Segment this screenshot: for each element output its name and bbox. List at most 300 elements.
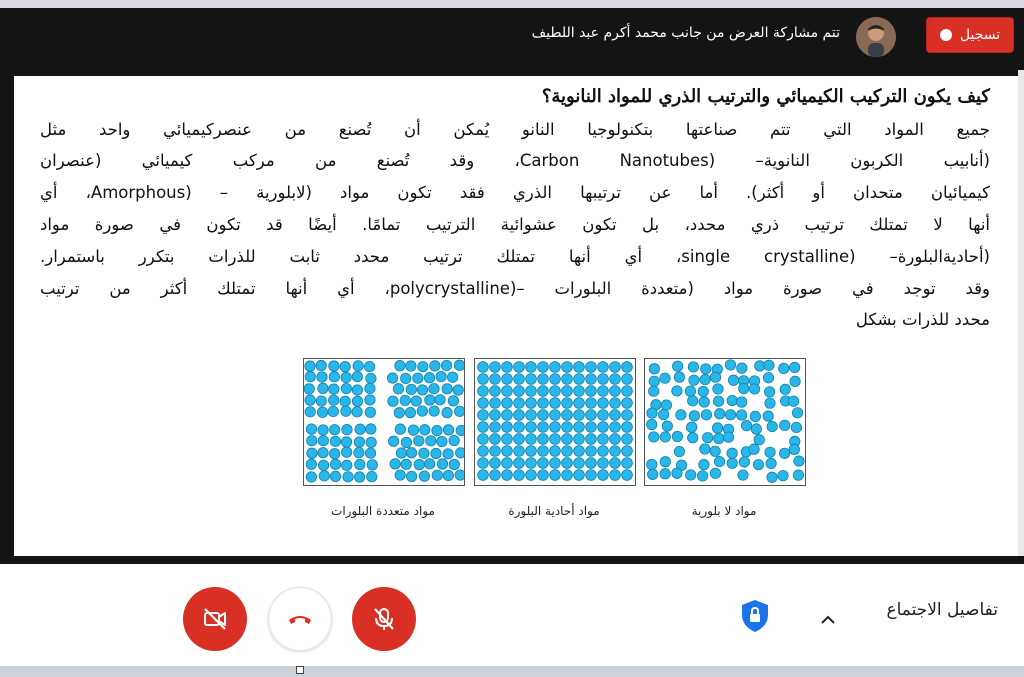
atom xyxy=(610,458,621,469)
microphone-toggle-button[interactable] xyxy=(352,587,416,651)
hang-up-icon xyxy=(286,605,314,633)
atom xyxy=(688,433,698,443)
slide-left-border xyxy=(0,76,14,562)
atom xyxy=(365,407,375,417)
atom xyxy=(387,373,397,383)
atom xyxy=(340,396,350,406)
slide-text-line: كيميائيان متحدان أو أكثر). أما عن ترتيبها الذري فقد تكون مواد (لابلورية – (Amorphous، أي xyxy=(40,183,990,202)
atom xyxy=(405,407,415,417)
atom xyxy=(741,420,751,430)
atom xyxy=(764,360,774,370)
atom xyxy=(318,460,328,470)
atom xyxy=(437,459,447,469)
atom xyxy=(749,384,759,394)
slide-text-line: (أنابيب الكربون النانوية– (Carbon Nanotubes، وقد تُصنع من مركب كيميائي (عنصران xyxy=(40,151,990,170)
atom xyxy=(550,434,561,445)
atom xyxy=(307,448,317,458)
atom xyxy=(610,446,621,457)
atom xyxy=(725,410,735,420)
atom xyxy=(514,374,525,385)
atom xyxy=(341,372,351,382)
atom xyxy=(490,470,501,481)
atom xyxy=(406,384,416,394)
atom xyxy=(429,384,439,394)
atom xyxy=(700,444,710,454)
atom xyxy=(574,422,585,433)
atom xyxy=(751,424,761,434)
atom xyxy=(550,446,561,457)
atom xyxy=(598,410,609,421)
atom xyxy=(647,459,657,469)
atom xyxy=(562,470,573,481)
atom xyxy=(574,374,585,385)
atom xyxy=(341,437,351,447)
atom xyxy=(714,433,724,443)
meeting-control-bar xyxy=(0,564,1024,666)
atom xyxy=(443,449,453,459)
atom xyxy=(443,470,453,480)
atom xyxy=(713,384,723,394)
atom xyxy=(674,372,684,382)
atom xyxy=(586,386,597,397)
atom xyxy=(754,435,764,445)
atom xyxy=(610,470,621,481)
atom xyxy=(406,471,416,481)
atom xyxy=(341,447,351,457)
atom xyxy=(598,362,609,373)
atom xyxy=(453,385,463,395)
atom xyxy=(779,363,789,373)
atom xyxy=(610,434,621,445)
atom xyxy=(317,372,327,382)
atom xyxy=(502,362,513,373)
atom xyxy=(366,424,376,434)
atom xyxy=(714,409,724,419)
atom xyxy=(343,472,353,482)
atom xyxy=(562,386,573,397)
atom xyxy=(454,360,464,370)
atom xyxy=(502,470,513,481)
atom xyxy=(478,398,489,409)
chevron-up-icon[interactable] xyxy=(820,610,836,629)
atom xyxy=(766,458,776,468)
atom xyxy=(538,422,549,433)
atom xyxy=(395,360,405,370)
atom xyxy=(697,471,707,481)
atom xyxy=(490,446,501,457)
atom xyxy=(598,422,609,433)
record-button[interactable] xyxy=(926,17,1014,53)
presenter-avatar xyxy=(856,17,896,57)
single-crystal-label: مواد أحادية البلورة xyxy=(508,504,600,518)
amorphous-diagram xyxy=(644,358,806,486)
atom xyxy=(406,448,416,458)
atom xyxy=(672,468,682,478)
atom xyxy=(352,385,362,395)
atom xyxy=(660,457,670,467)
atom xyxy=(396,448,406,458)
atom xyxy=(622,410,633,421)
atom xyxy=(792,408,802,418)
atom xyxy=(419,448,429,458)
atom xyxy=(562,362,573,373)
atom xyxy=(340,362,350,372)
atom xyxy=(454,406,464,416)
atom xyxy=(478,434,489,445)
atom xyxy=(490,398,501,409)
atom xyxy=(586,446,597,457)
leave-call-button[interactable] xyxy=(268,587,332,651)
atom xyxy=(490,458,501,469)
atom xyxy=(305,395,315,405)
atom xyxy=(674,446,684,456)
atom xyxy=(753,459,763,469)
atom xyxy=(562,434,573,445)
atom xyxy=(622,386,633,397)
atom xyxy=(355,459,365,469)
atom xyxy=(456,425,464,435)
atom xyxy=(672,386,682,396)
atom xyxy=(514,470,525,481)
camera-off-icon xyxy=(202,606,228,632)
atom xyxy=(622,422,633,433)
atom xyxy=(502,434,513,445)
atom xyxy=(660,469,670,479)
atom xyxy=(400,395,410,405)
atom xyxy=(538,374,549,385)
atom xyxy=(574,362,585,373)
slide-text-line: محدد للذرات بشكل xyxy=(855,310,990,329)
atom xyxy=(574,386,585,397)
atom xyxy=(538,362,549,373)
atom xyxy=(689,411,699,421)
atom xyxy=(354,437,364,447)
atom xyxy=(449,435,459,445)
atom xyxy=(319,471,329,481)
atom xyxy=(514,434,525,445)
atom xyxy=(586,458,597,469)
atom xyxy=(305,361,315,371)
atom xyxy=(329,425,339,435)
atom xyxy=(367,471,377,481)
atom xyxy=(598,458,609,469)
atom xyxy=(586,422,597,433)
atom xyxy=(622,362,633,373)
slide-title: كيف يكون التركيب الكيميائي والترتيب الذري للمواد النانوية؟ xyxy=(541,86,990,107)
atom xyxy=(419,471,429,481)
atom xyxy=(330,471,340,481)
atom xyxy=(478,374,489,385)
atom xyxy=(526,422,537,433)
atom xyxy=(765,447,775,457)
atom xyxy=(393,384,403,394)
atom xyxy=(778,470,788,480)
atom xyxy=(737,397,747,407)
atom xyxy=(447,372,457,382)
atom xyxy=(354,447,364,457)
atom xyxy=(767,421,777,431)
atom xyxy=(390,459,400,469)
atom xyxy=(538,446,549,457)
atom xyxy=(478,386,489,397)
atom xyxy=(330,459,340,469)
atom xyxy=(598,386,609,397)
atom xyxy=(538,410,549,421)
atom xyxy=(330,436,340,446)
atom xyxy=(562,410,573,421)
window-frame-bottom xyxy=(0,666,1024,677)
window-right-edge xyxy=(1018,70,1024,564)
atom xyxy=(526,434,537,445)
atom xyxy=(598,434,609,445)
atom xyxy=(318,383,328,393)
record-icon xyxy=(940,29,952,41)
atom xyxy=(514,362,525,373)
atom xyxy=(550,374,561,385)
atom xyxy=(490,362,501,373)
atom xyxy=(448,396,458,406)
atom xyxy=(342,460,352,470)
atom xyxy=(401,437,411,447)
atom xyxy=(441,360,451,370)
atom xyxy=(436,371,446,381)
atom xyxy=(701,410,711,420)
atom xyxy=(432,470,442,480)
atom xyxy=(788,396,798,406)
slide-text-line: وقد توجد في صورة مواد (متعددة البلورات –(polycrystalline، أي أنها تمتلك أكثر من ترتيب xyxy=(40,279,990,298)
atom xyxy=(793,470,803,480)
atom xyxy=(610,386,621,397)
atom xyxy=(478,446,489,457)
atom xyxy=(490,374,501,385)
atom xyxy=(490,434,501,445)
atom xyxy=(622,434,633,445)
atom xyxy=(366,437,376,447)
atom xyxy=(685,470,695,480)
atom xyxy=(538,470,549,481)
atom xyxy=(727,448,737,458)
atom xyxy=(647,419,657,429)
atom xyxy=(514,458,525,469)
atom xyxy=(425,395,435,405)
atom xyxy=(394,408,404,418)
atom xyxy=(647,408,657,418)
atom xyxy=(526,458,537,469)
atom xyxy=(765,398,775,408)
atom xyxy=(478,422,489,433)
atom xyxy=(316,396,326,406)
atom xyxy=(550,398,561,409)
atom xyxy=(574,410,585,421)
record-label: تسجيل xyxy=(959,27,1001,43)
atom xyxy=(435,395,445,405)
atom xyxy=(723,432,733,442)
atom xyxy=(401,459,411,469)
atom xyxy=(353,361,363,371)
atom xyxy=(318,436,328,446)
atom xyxy=(418,361,428,371)
atom xyxy=(355,424,365,434)
atom xyxy=(714,456,724,466)
atom xyxy=(660,432,670,442)
atom xyxy=(672,361,682,371)
atom xyxy=(478,458,489,469)
presentation-banner xyxy=(0,8,1024,72)
atom xyxy=(437,436,447,446)
atom xyxy=(365,395,375,405)
atom xyxy=(417,406,427,416)
atom xyxy=(307,435,317,445)
atom xyxy=(789,444,799,454)
atom xyxy=(598,446,609,457)
atom xyxy=(586,470,597,481)
atom xyxy=(305,371,315,381)
atom xyxy=(574,446,585,457)
meeting-details-button[interactable]: تفاصيل الاجتماع xyxy=(886,600,998,620)
atom xyxy=(750,411,760,421)
atom xyxy=(538,434,549,445)
atom xyxy=(367,460,377,470)
atom xyxy=(790,376,800,386)
atom xyxy=(727,458,737,468)
atom xyxy=(414,459,424,469)
atom xyxy=(562,374,573,385)
atom xyxy=(478,362,489,373)
atom xyxy=(702,433,712,443)
atom xyxy=(366,373,376,383)
atom xyxy=(514,446,525,457)
amorphous-label: مواد لا بلورية xyxy=(691,504,757,518)
atom xyxy=(686,422,696,432)
atom xyxy=(502,410,513,421)
atom xyxy=(737,363,747,373)
atom xyxy=(526,470,537,481)
atom xyxy=(661,400,671,410)
atom xyxy=(710,468,720,478)
atom xyxy=(538,398,549,409)
atom xyxy=(647,469,657,479)
slide-text-line: أنها لا تمتلك ترتيب ذري محدد، بل تكون عشوائية الترتيب تمامًا. أيضًا قد تكون في صورة مواد xyxy=(40,215,990,234)
atom xyxy=(408,425,418,435)
atom xyxy=(526,386,537,397)
slide-text-line: جميع المواد التي تتم صناعتها بتكنولوجيا النانو يُمكن أن تُصنع من عنصركيميائي واحد مثل xyxy=(40,120,990,139)
atom xyxy=(610,398,621,409)
atom xyxy=(329,372,339,382)
atom xyxy=(538,386,549,397)
atom xyxy=(514,398,525,409)
slide-text-line: (أحاديةالبلورة– (single crystalline، أي أنها تمتلك ترتيب محدد ثابت للذرات بتكرر باستمرار. xyxy=(40,247,990,266)
atom xyxy=(648,386,658,396)
atom xyxy=(764,387,774,397)
atom xyxy=(306,459,316,469)
single-crystal-diagram xyxy=(474,358,636,486)
atom xyxy=(388,436,398,446)
atom xyxy=(526,362,537,373)
atom xyxy=(689,375,699,385)
atom xyxy=(478,470,489,481)
atom xyxy=(550,422,561,433)
atom xyxy=(329,361,339,371)
mic-off-icon xyxy=(371,606,397,632)
atom xyxy=(649,376,659,386)
atom xyxy=(328,406,338,416)
atom xyxy=(304,384,314,394)
window-frame-top xyxy=(0,0,1024,8)
atom xyxy=(710,446,720,456)
atom xyxy=(329,384,339,394)
atom xyxy=(502,374,513,385)
atom xyxy=(586,410,597,421)
atom xyxy=(395,424,405,434)
atom xyxy=(417,385,427,395)
resize-handle[interactable] xyxy=(296,666,304,674)
atom xyxy=(550,470,561,481)
atom xyxy=(685,386,695,396)
atom xyxy=(660,373,670,383)
atom xyxy=(306,472,316,482)
atom xyxy=(598,398,609,409)
atom xyxy=(502,386,513,397)
atom xyxy=(780,420,790,430)
atom xyxy=(490,422,501,433)
atom xyxy=(701,364,711,374)
atom xyxy=(610,374,621,385)
atom xyxy=(672,431,682,441)
atom xyxy=(763,373,773,383)
atom xyxy=(429,406,439,416)
atom xyxy=(698,386,708,396)
atom xyxy=(426,436,436,446)
atom xyxy=(767,472,777,482)
shared-slide xyxy=(14,76,1022,562)
atom xyxy=(502,422,513,433)
atom xyxy=(526,398,537,409)
camera-toggle-button[interactable] xyxy=(183,587,247,651)
atom xyxy=(739,457,749,467)
atom xyxy=(432,425,442,435)
atom xyxy=(430,361,440,371)
presenter-status-text: تتم مشاركة العرض من جانب محمد أكرم عبد اللطيف xyxy=(531,25,840,41)
atom xyxy=(649,432,659,442)
atom xyxy=(699,397,709,407)
atom xyxy=(490,386,501,397)
atom xyxy=(352,396,362,406)
atom xyxy=(420,425,430,435)
atom xyxy=(622,446,633,457)
atom xyxy=(526,446,537,457)
atom xyxy=(649,364,659,374)
atom xyxy=(455,448,464,458)
atom xyxy=(779,448,789,458)
atom xyxy=(318,425,328,435)
atom xyxy=(586,374,597,385)
atom xyxy=(658,409,668,419)
atom xyxy=(780,384,790,394)
atom xyxy=(502,458,513,469)
atom xyxy=(727,395,737,405)
atom xyxy=(738,470,748,480)
atom xyxy=(699,459,709,469)
atom xyxy=(550,362,561,373)
atom xyxy=(574,458,585,469)
atom xyxy=(413,373,423,383)
security-shield-icon[interactable] xyxy=(739,598,771,638)
atom xyxy=(401,373,411,383)
atom xyxy=(700,374,710,384)
atom xyxy=(538,458,549,469)
atom xyxy=(562,446,573,457)
atom xyxy=(739,383,749,393)
